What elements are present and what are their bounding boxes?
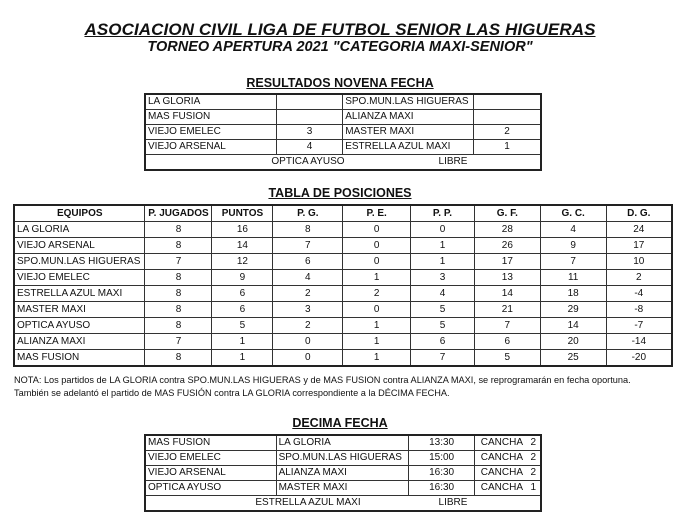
drawn: 0 — [343, 254, 411, 270]
col-header-goals-for: G. F. — [474, 205, 540, 222]
points: 6 — [212, 286, 273, 302]
goals-against: 29 — [540, 302, 606, 318]
results-table — [144, 93, 542, 171]
home-team: VIEJO ARSENAL — [145, 466, 276, 481]
fixture-row — [145, 451, 541, 466]
played: 8 — [145, 286, 212, 302]
won: 0 — [273, 350, 343, 367]
played: 7 — [145, 254, 212, 270]
standings-row — [14, 334, 672, 350]
won: 0 — [273, 334, 343, 350]
standings-table — [13, 204, 673, 367]
drawn: 0 — [343, 302, 411, 318]
lost: 0 — [411, 222, 475, 238]
standings-header-row — [14, 205, 672, 222]
away-team: ALIANZA MAXI — [343, 110, 474, 125]
played: 8 — [145, 318, 212, 334]
bye-team: OPTICA AYUSO — [271, 156, 345, 167]
col-header-goals-against: G. C. — [540, 205, 606, 222]
won: 2 — [273, 286, 343, 302]
team-name: OPTICA AYUSO — [14, 318, 145, 334]
kickoff-time: 16:30 — [409, 466, 474, 481]
standings-row — [14, 222, 672, 238]
lost: 4 — [411, 286, 475, 302]
field-number: 2 — [530, 467, 536, 478]
bye-team: ESTRELLA AZUL MAXI — [255, 497, 361, 508]
goals-for: 17 — [474, 254, 540, 270]
tournament-subtitle: TORNEO APERTURA 2021 "CATEGORIA MAXI-SENIOR" — [147, 39, 533, 55]
home-team: OPTICA AYUSO — [145, 481, 276, 496]
goals-for: 6 — [474, 334, 540, 350]
goals-for: 14 — [474, 286, 540, 302]
home-score — [276, 94, 342, 110]
team-name: ALIANZA MAXI — [14, 334, 145, 350]
goals-against: 14 — [540, 318, 606, 334]
points: 14 — [212, 238, 273, 254]
field — [474, 481, 541, 496]
goals-for: 5 — [474, 350, 540, 367]
won: 6 — [273, 254, 343, 270]
played: 8 — [145, 270, 212, 286]
team-name: ESTRELLA AZUL MAXI — [14, 286, 145, 302]
goals-against: 11 — [540, 270, 606, 286]
result-row — [145, 110, 541, 125]
goals-for: 21 — [474, 302, 540, 318]
note-line-2: También se adelantó el partido de MAS FUSIÓN contra LA GLORIA correspondiente a la DÉCIMA FECHA. — [14, 387, 450, 398]
goal-diff: 10 — [606, 254, 672, 270]
goals-for: 13 — [474, 270, 540, 286]
goals-for: 26 — [474, 238, 540, 254]
lost: 1 — [411, 238, 475, 254]
away-team: LA GLORIA — [276, 435, 409, 451]
team-name: VIEJO ARSENAL — [14, 238, 145, 254]
kickoff-time: 13:30 — [409, 435, 474, 451]
played: 8 — [145, 222, 212, 238]
goal-diff: 24 — [606, 222, 672, 238]
goals-against: 25 — [540, 350, 606, 367]
standings-row — [14, 350, 672, 367]
col-header-goal-diff: D. G. — [606, 205, 672, 222]
points: 12 — [212, 254, 273, 270]
col-header-points: PUNTOS — [212, 205, 273, 222]
bye-row — [145, 496, 541, 512]
standings-row — [14, 238, 672, 254]
kickoff-time: 16:30 — [409, 481, 474, 496]
home-team: VIEJO EMELEC — [145, 125, 276, 140]
col-header-lost: P. P. — [411, 205, 475, 222]
standings-row — [14, 270, 672, 286]
drawn: 1 — [343, 350, 411, 367]
won: 3 — [273, 302, 343, 318]
away-score: 1 — [474, 140, 541, 155]
home-team: VIEJO ARSENAL — [145, 140, 276, 155]
standings-row — [14, 254, 672, 270]
fixture-row — [145, 466, 541, 481]
fixture-row — [145, 435, 541, 451]
goals-against: 7 — [540, 254, 606, 270]
col-header-drawn: P. E. — [343, 205, 411, 222]
team-name: MASTER MAXI — [14, 302, 145, 318]
drawn: 0 — [343, 238, 411, 254]
home-score: 3 — [276, 125, 342, 140]
away-team: ESTRELLA AZUL MAXI — [343, 140, 474, 155]
bye-label: LIBRE — [438, 497, 468, 508]
standings-row — [14, 286, 672, 302]
league-title: ASOCIACION CIVIL LIGA DE FUTBOL SENIOR LAS HIGUERAS — [84, 20, 596, 39]
col-header-played: P. JUGADOS — [145, 205, 212, 222]
won: 4 — [273, 270, 343, 286]
won: 7 — [273, 238, 343, 254]
goal-diff: -8 — [606, 302, 672, 318]
goals-against: 9 — [540, 238, 606, 254]
field-number: 2 — [530, 437, 536, 448]
field-label: CANCHA — [480, 482, 523, 493]
goals-for: 7 — [474, 318, 540, 334]
fixture-row — [145, 481, 541, 496]
drawn: 1 — [343, 334, 411, 350]
goal-diff: 17 — [606, 238, 672, 254]
lost: 5 — [411, 318, 475, 334]
note — [14, 374, 679, 399]
away-score — [474, 110, 541, 125]
away-team: SPO.MUN.LAS HIGUERAS — [276, 451, 409, 466]
lost: 7 — [411, 350, 475, 367]
standings-title: TABLA DE POSICIONES — [268, 186, 412, 200]
lost: 1 — [411, 254, 475, 270]
bye-label: LIBRE — [438, 156, 468, 167]
goals-against: 4 — [540, 222, 606, 238]
team-name: SPO.MUN.LAS HIGUERAS — [14, 254, 145, 270]
col-header-won: P. G. — [273, 205, 343, 222]
field-label: CANCHA — [480, 452, 523, 463]
standings-row — [14, 302, 672, 318]
goal-diff: 2 — [606, 270, 672, 286]
drawn: 1 — [343, 318, 411, 334]
home-team: VIEJO EMELEC — [145, 451, 276, 466]
goal-diff: -4 — [606, 286, 672, 302]
goal-diff: -7 — [606, 318, 672, 334]
away-team: SPO.MUN.LAS HIGUERAS — [343, 94, 474, 110]
result-row — [145, 125, 541, 140]
field — [474, 451, 541, 466]
points: 6 — [212, 302, 273, 318]
field-label: CANCHA — [480, 437, 523, 448]
points: 9 — [212, 270, 273, 286]
home-team: MAS FUSION — [145, 110, 276, 125]
drawn: 2 — [343, 286, 411, 302]
played: 7 — [145, 334, 212, 350]
field-number: 1 — [530, 482, 536, 493]
drawn: 1 — [343, 270, 411, 286]
result-row — [145, 140, 541, 155]
next-round-title: DECIMA FECHA — [292, 416, 388, 430]
field — [474, 466, 541, 481]
home-score — [276, 110, 342, 125]
home-score: 4 — [276, 140, 342, 155]
standings-row — [14, 318, 672, 334]
goals-against: 18 — [540, 286, 606, 302]
away-score: 2 — [474, 125, 541, 140]
away-team: ALIANZA MAXI — [276, 466, 409, 481]
lost: 3 — [411, 270, 475, 286]
home-team: MAS FUSION — [145, 435, 276, 451]
note-line-1: NOTA: Los partidos de LA GLORIA contra SPO.MUN.LAS HIGUERAS y de MAS FUSION contra ALIANZA MAXI, se reprogramarán en fecha oportuna. — [14, 375, 631, 385]
result-row — [145, 94, 541, 110]
bye-row — [145, 155, 541, 171]
results-title: RESULTADOS NOVENA FECHA — [246, 76, 434, 90]
points: 1 — [212, 334, 273, 350]
goals-for: 28 — [474, 222, 540, 238]
field — [474, 435, 541, 451]
points: 5 — [212, 318, 273, 334]
lost: 6 — [411, 334, 475, 350]
won: 2 — [273, 318, 343, 334]
kickoff-time: 15:00 — [409, 451, 474, 466]
away-team: MASTER MAXI — [276, 481, 409, 496]
goal-diff: -14 — [606, 334, 672, 350]
away-team: MASTER MAXI — [343, 125, 474, 140]
col-header-team: EQUIPOS — [14, 205, 145, 222]
field-label: CANCHA — [480, 467, 523, 478]
team-name: LA GLORIA — [14, 222, 145, 238]
drawn: 0 — [343, 222, 411, 238]
field-number: 2 — [530, 452, 536, 463]
goals-against: 20 — [540, 334, 606, 350]
points: 1 — [212, 350, 273, 367]
played: 8 — [145, 302, 212, 318]
home-team: LA GLORIA — [145, 94, 276, 110]
away-score — [474, 94, 541, 110]
played: 8 — [145, 238, 212, 254]
won: 8 — [273, 222, 343, 238]
team-name: MAS FUSION — [14, 350, 145, 367]
lost: 5 — [411, 302, 475, 318]
played: 8 — [145, 350, 212, 367]
points: 16 — [212, 222, 273, 238]
team-name: VIEJO EMELEC — [14, 270, 145, 286]
goal-diff: -20 — [606, 350, 672, 367]
next-round-table — [144, 434, 542, 512]
